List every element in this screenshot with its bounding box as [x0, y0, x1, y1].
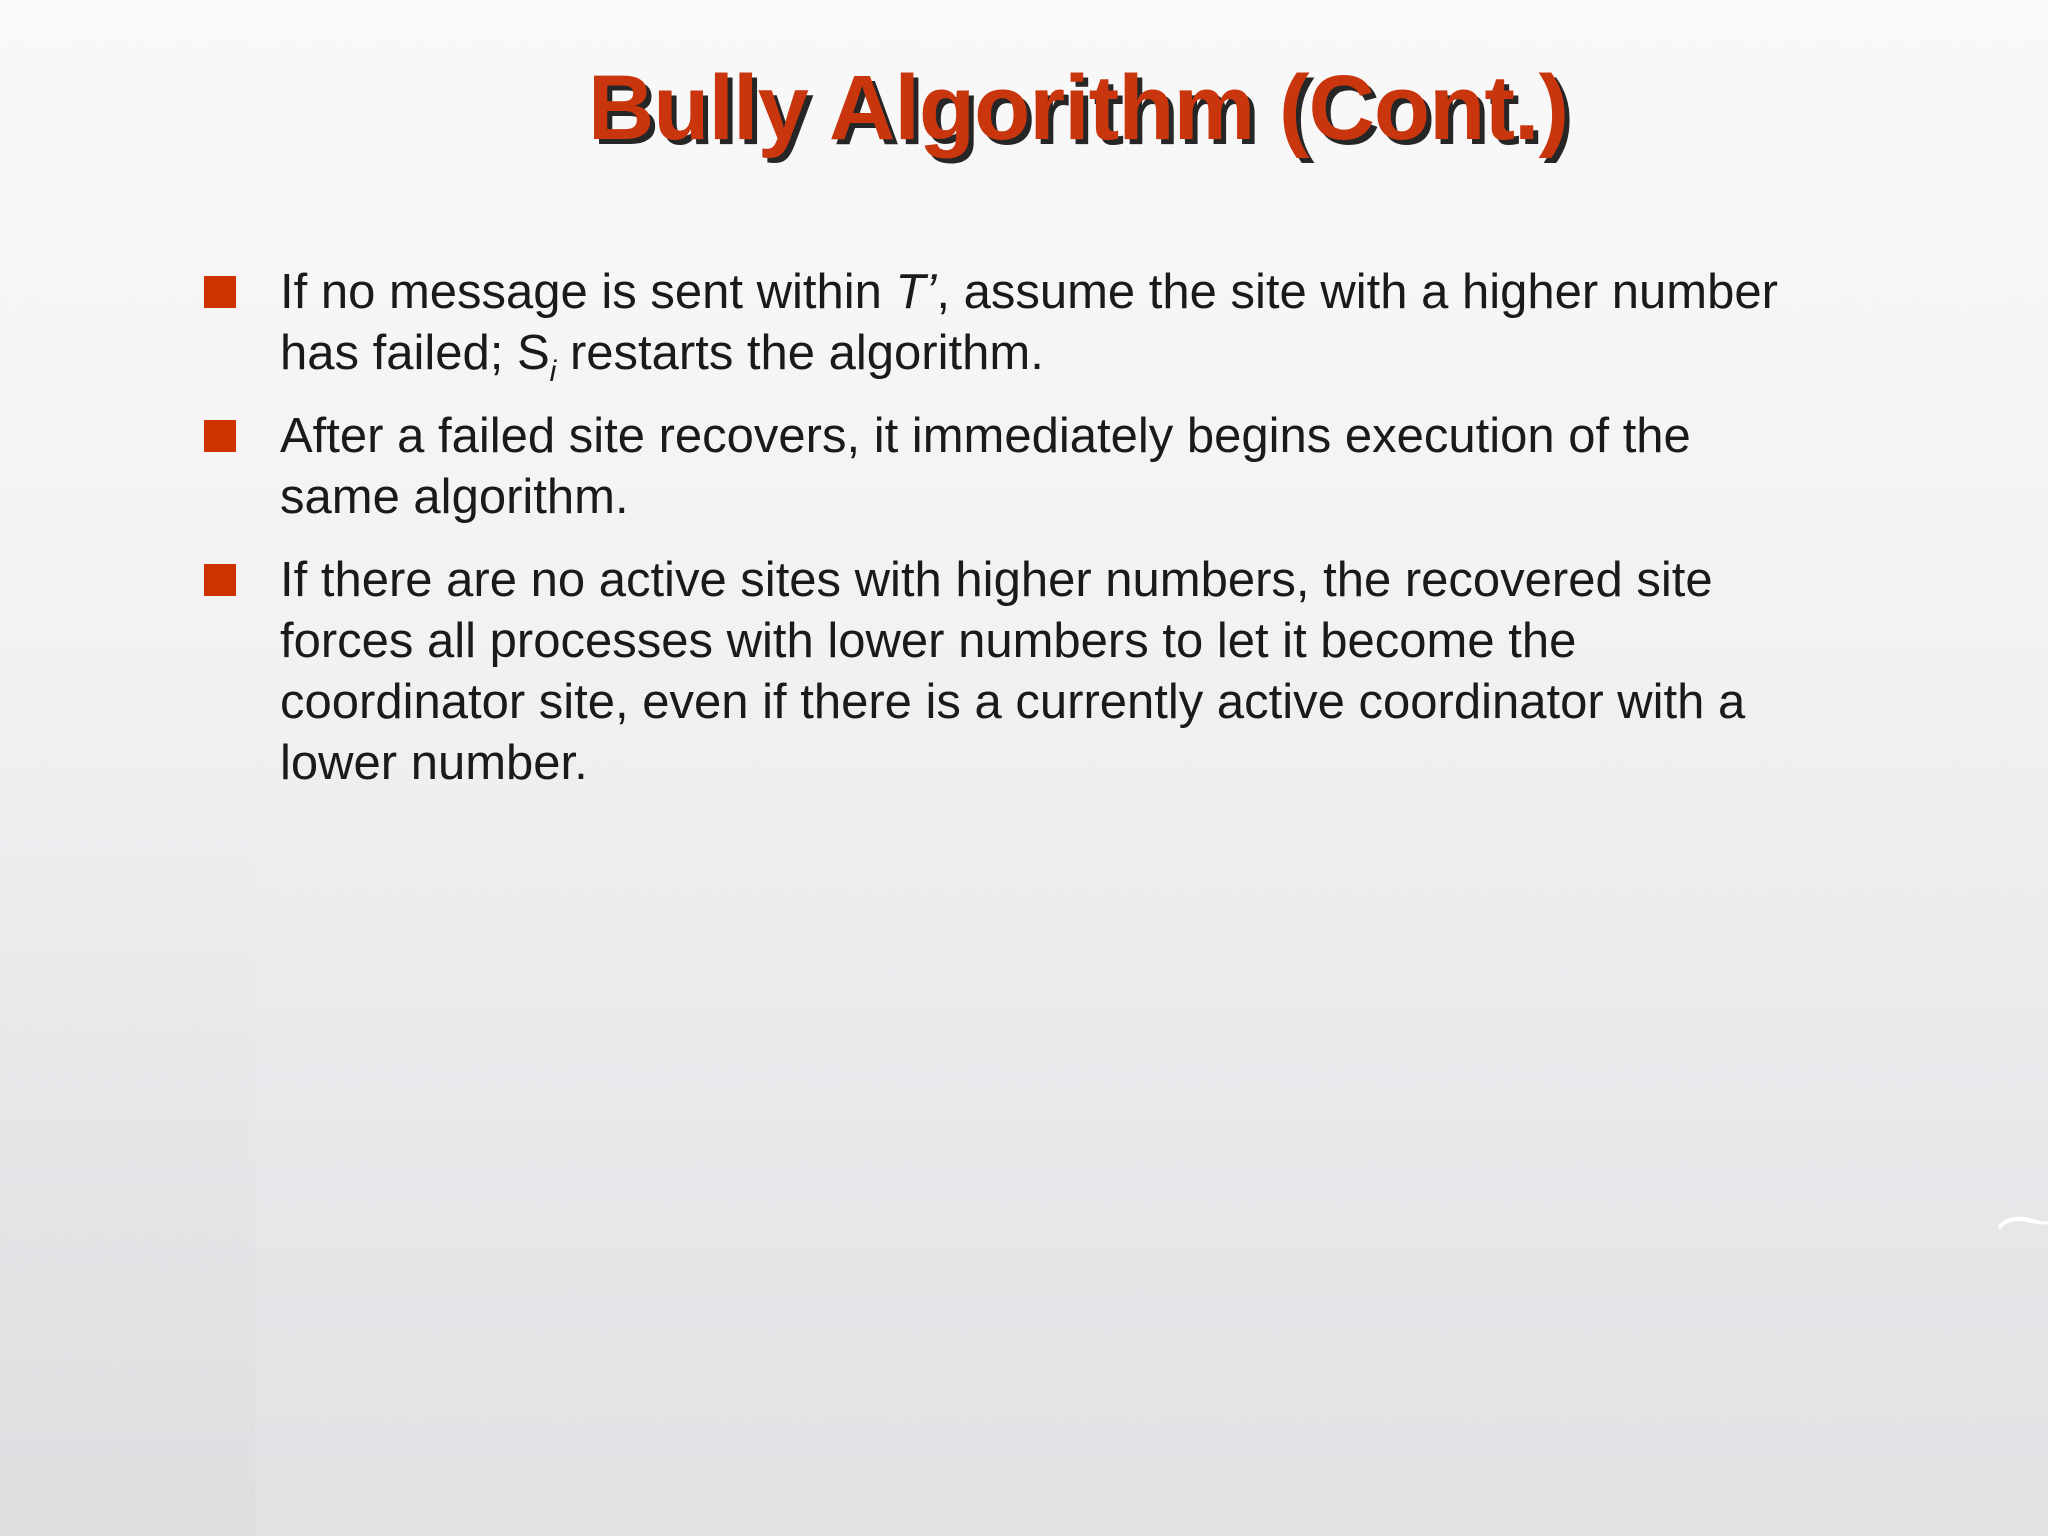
text-run: If no message is sent within [280, 265, 896, 319]
bullet-line [280, 323, 1908, 388]
bullet-text [280, 406, 1908, 528]
bullet-line: lower number. [280, 736, 588, 790]
bullet-line [280, 262, 1908, 323]
text-run: restarts the algorithm. [556, 326, 1044, 380]
text-run: , assume the site with a higher number [936, 265, 1778, 319]
bullet-line: coordinator site, even if there is a currently active coordinator with a [280, 675, 1746, 729]
square-bullet-icon [204, 276, 236, 308]
slide-title: Bully Algorithm (Cont.) [587, 57, 1569, 159]
bullet-list [0, 262, 2048, 794]
text-run: has failed; S [280, 326, 550, 380]
bullet-text [280, 262, 1908, 388]
variable-t-prime: T’ [895, 265, 937, 319]
bullet-item-3 [0, 550, 2048, 794]
bullet-line: After a failed site recovers, it immediately begins execution of the [280, 409, 1691, 463]
bullet-line: same algorithm. [280, 470, 629, 524]
bullet-item-1 [0, 262, 2048, 388]
subscript-i: i [549, 355, 557, 388]
swoosh-icon [1996, 1212, 2048, 1234]
square-bullet-icon [204, 564, 236, 596]
bullet-text [280, 550, 1908, 794]
bullet-item-2 [0, 406, 2048, 528]
bullet-line: forces all processes with lower numbers to let it become the [280, 614, 1577, 668]
square-bullet-icon [204, 420, 236, 452]
background-shade [0, 760, 255, 1536]
bullet-line: If there are no active sites with higher numbers, the recovered site [280, 553, 1713, 607]
